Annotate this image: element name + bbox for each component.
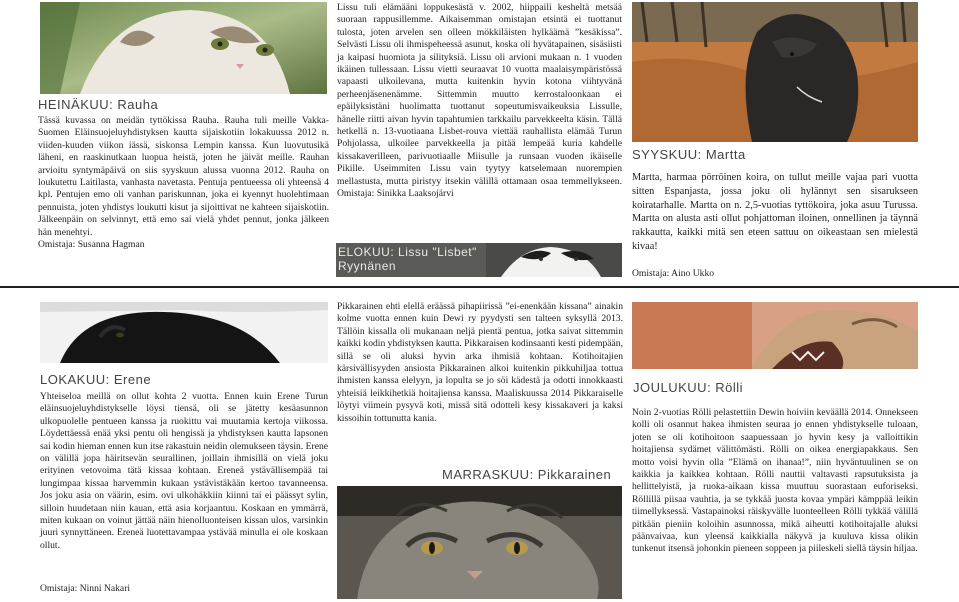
erene-body: Yhteiseloa meillä on ollut kohta 2 vuotta. Ennen kuin Erene Turun eläinsuojeluyhdistykselle löysi tiensä, oli se jätetty kesäasunnon ulkopuolelle pentueen kanssa ja ruokittu vai muutamia kertoja viikossa. Löydettäessä enää yksi pentu oli hengissä ja yhdistyksen kautta lapsonen sai kodin hieman ennen kun itse rakastuin neidin olemukseen täysin. Erene on välillä jopa häiritsevän seurallinen, joillain ihmisillä on vielä joku erityinen vetovoima tätä kissaa kohtaan. Ereneä ystävällisempää tai lungimpaa kissaa harvemmin kukaan ystävistäkään kertoo tavanneensa. Jos joku asia on väärin, esim. ovi ulkohäkkiin kiinni tai ei päässyt sylin, silloin huudetaan niin kauan, että asia korjaantuu. Koskaan en ymmärrä, miten kukaan on voinut jättää näin hienolluonteisen kissan ulos, varsinkin juuri synnyttäneen. Ereneä luotettavampaa ystävää minulla ei ole koskaan ollut. <box>40 391 329 551</box>
section-divider <box>0 286 959 288</box>
rauha-photo <box>40 2 327 94</box>
martta-text <box>632 171 918 254</box>
pikkarainen-photo <box>337 486 622 599</box>
martta-body: Martta, harmaa pörröinen koira, on tullut meille vajaa pari vuotta sitten Espanjasta, jossa joku oli hylännyt sen sisarukseen koiratarhalle. Martta on n. 2,5-vuotias tyttökoira, joka asuu Turussa. Martta on alusta asti ollut pohjattoman iloinen, onnellinen ja täynnä rakkautta, kaikki mitä sen eteen sattuu on oikeastaan sen mielestä kivaa! <box>632 172 918 252</box>
rolli-heading: JOULUKUU: Rölli <box>633 380 744 395</box>
lissu-text <box>337 2 622 201</box>
pikkarainen-body: Pikkarainen ehti elellä eräässä pihapiirissä ”ei-enenkään kissana” ainakin kolme vuotta ennen kuin Dewi ry pyydysti sen talteen syksyllä 2013. Tällöin kissalla oli mukanaan neljä pientä pentua, jotka saivat sittemmin kaikki kodin yhdistyksen kautta. Pikkaraisen kodinsaanti kesti pidempään, sillä se oli aluksi hyvin arka ihmisiä kohtaan. Kotihoitajien kärsivällisyyden ansiosta Pikkarainen alkoi kuitenkin pikkuhiljaa tottua ihmisten kanssa elelyyn, ja lopulta se jo söi kädestä ja odotti innokkaasti yhteisiä leikkihetkiä hoitajiensa kanssa. Maaliskuussa 2014 Pikkaraiselle löytyi viimein pysyvä koti, missä sitä odotteli kesy kissakaveri ja kaksi kissoihin tottunutta kania. <box>337 301 623 424</box>
rolli-body: Noin 2-vuotias Rölli pelastettiin Dewin hoiviin keväällä 2014. Onnekseen kolli oli osannut hakea ihmisten seuraa jo ennen yhdistykselle tuloaan, joten se oli kotihoitoon saapuessaan jo hyvin kesy ja valloittikin hoitajiensa sydämet välittömästi. Rölli on oikea energiapakkaus. Sen motto voisi hyvin olla ”Elämä on ihanaa!”, niin hyväntuulinen se on kaikkia ja kaikkea kohtaan. Rölli nauttii valtavasti rapsutuksista ja hellittelyistä, ja ruoka-aikaan kissa muuttuu suorastaan euforiseksi. Röllillä piisaa vauhtia, ja se tykkää juosta kovaa ympäri kämppää leikin tiimellyksessä. Vastapainoksi räiskyvälle luonteelleen Rölli tykkää välillä pitkään pieniin koloihin asunnossa, mikä aiheutti kotihoitajalle aluksi päänvaivaa, kun yleensä kaikkialla näkyvä ja kuuluva kissa olikin tunkenut itsensä johonkin pieneen soppeen ja piileskeli siellä täysin hiljaa. <box>632 407 918 555</box>
erene-photo <box>40 302 328 363</box>
rauha-body: Tässä kuvassa on meidän tyttökissa Rauha. Rauha tuli meille Vakka-Suomen Eläinsuojeluyhdistyksen kautta sijaiskotiin lokakuussa 2012 n. viiden-kuuden viikon iässä, siskonsa Lempin kanssa. Kun luovutusikä läheni, en raaskinutkaan luopua heistä, joten he jäivät meille. Rauhan arvioitu syntymäpäivä on siis syyskuun alussa vuonna 2012. Rauha on loukutettu Laitilasta, vanhasta navetasta. Pentuja pentueessa oli yhteensä 4 kpl. Pentujen emo oli vanhan pariskunnan, joka ei kyennyt huolehtimaan pennuista, joten yhdistys loukutti kisut ja sijoittivat ne kahteen sijaiskotiin. Jälkeenpäin on selvinnyt, että emo sai vielä yhdet pennut, jonka jälkeen hän menehtyi. <box>38 115 329 238</box>
lissu-photo <box>336 243 622 277</box>
martta-author: Omistaja: Aino Ukko <box>632 268 715 279</box>
erene-heading: LOKAKUU: Erene <box>40 372 152 387</box>
martta-heading: SYYSKUU: Martta <box>632 147 746 162</box>
rauha-heading: HEINÄKUU: Rauha <box>38 97 159 112</box>
rauha-author: Omistaja: Susanna Hagman <box>38 239 145 251</box>
pikkarainen-heading: MARRASKUU: Pikkarainen <box>442 467 612 482</box>
pikkarainen-text <box>337 301 623 425</box>
lissu-heading: ELOKUU: Lissu "Lisbet" Ryynänen <box>338 245 477 273</box>
rauha-text <box>38 115 329 251</box>
rolli-text <box>632 407 918 556</box>
rolli-photo <box>632 302 918 369</box>
martta-photo <box>632 2 918 142</box>
erene-author: Omistaja: Ninni Nakari <box>40 583 131 594</box>
erene-text <box>40 391 328 552</box>
lissu-body: Lissu tuli elämääni loppukesästä v. 2002, hiippaili kesheltä metsää suoraan rappusillemme. Aikaisemman omistajan etsintä ei tuottanut tulosta, joten arvelen sen olleen mökkiläisten hylkäämä ”kesäkissa”. Selvästi Lissu oli ihmispeheessä asunut, koska oli hyvätapainen, sisäsiisti ja kaipasi huomiota ja silityksiä. Lissu oli arvioni mukaan n. 1 vuoden ikäinen tullessaan. Lissu vietti seuraavat 10 vuotta maalaisympäristössä vapaasti ulkoilevana, mutta kuitenkin hyvin kotona viihtyvänä perheenjäsenenämme. Sittemmin muutto kerrostaloonkaan ei epäilyksistäni huolimatta tuottanut sopeutumisvaikeuksia Lissulle, hänelle riitti aivan hyvin tapahtumien tarkkailu parvekkeelta käsin. Tällä hetkellä n. 13-vuotiaana Lisbet-rouva viettää rauhallista elämää Turun Pohjolassa, ulkoilee parvekkeella ja pitää lempeää kuria kahdelle kissakaverilleen, parivuotiaalle Miisulle ja runsaan vuoden ikäiselle Pikille. Useimmiten Lissu vain tyytyy katselemaan nuorempien mellastusta, mutta piristyy itsekin välillä ottamaan osaa temmellykseen. Omistaja: Sinikka Laaksojärvi <box>337 2 622 200</box>
